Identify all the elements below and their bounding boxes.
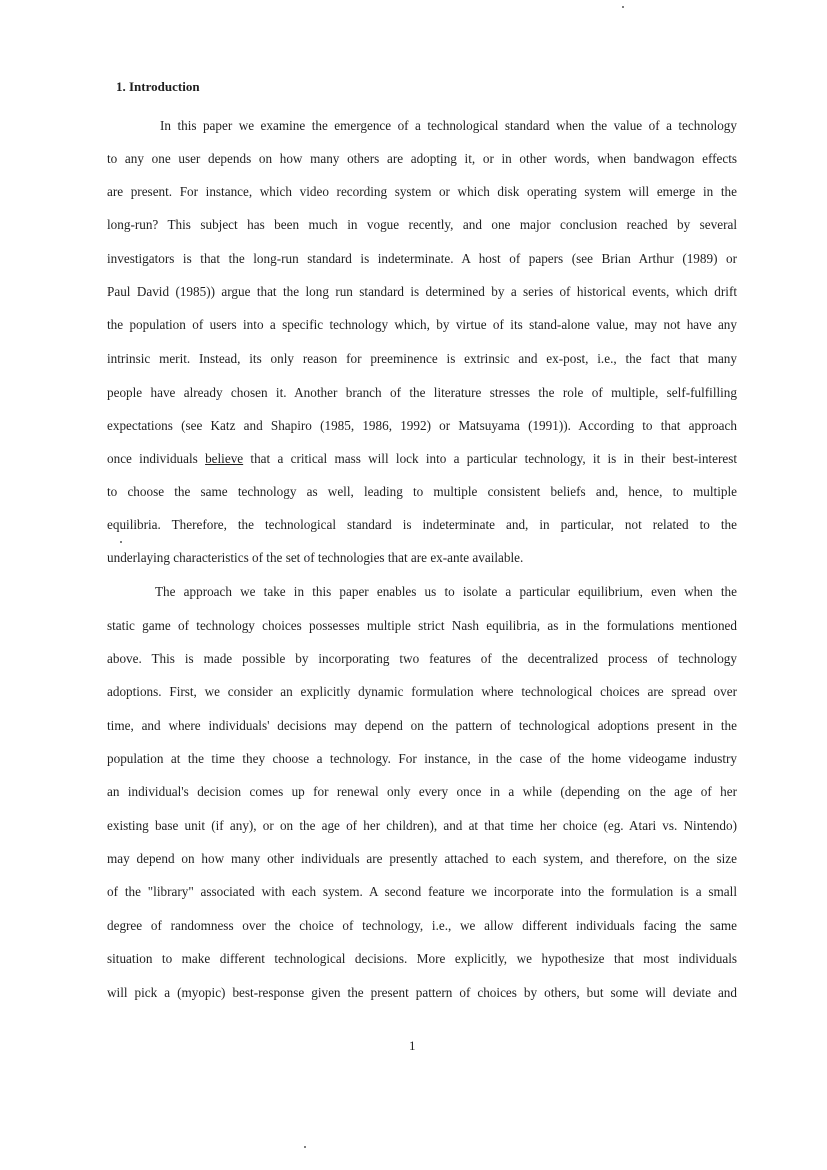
paragraph-2-line: situation to make different technological decisions. More explicitly, we hypothesize that most individuals <box>107 951 737 966</box>
scan-speck <box>622 6 624 8</box>
line-text-post: that a critical mass will lock into a particular technology, it is in their best-interest <box>243 451 737 466</box>
paragraph-2-line: existing base unit (if any), or on the age of her children), and at that time her choice (eg. Atari vs. Nintendo) <box>107 818 737 833</box>
paragraph-1-line: investigators is that the long-run standard is indeterminate. A host of papers (see Brian Arthur (1989) or <box>107 251 737 266</box>
paragraph-1-line: underlaying characteristics of the set of technologies that are ex-ante available. <box>107 550 524 565</box>
paragraph-2-line: degree of randomness over the choice of technology, i.e., we allow different individuals facing the same <box>107 918 737 933</box>
paragraph-2-line: above. This is made possible by incorporating two features of the decentralized process of technology <box>107 651 737 666</box>
paragraph-1-line: equilibria. Therefore, the technological standard is indeterminate and, in particular, not related to the <box>107 517 737 532</box>
paragraph-1-line: to choose the same technology as well, leading to multiple consistent beliefs and, hence, to multiple <box>107 484 737 499</box>
paragraph-1-line: people have already chosen it. Another branch of the literature stresses the role of multiple, self-fulfilling <box>107 385 737 400</box>
scan-speck <box>120 541 122 543</box>
paragraph-2-line: time, and where individuals' decisions may depend on the pattern of technological adoptions present in the <box>107 718 737 733</box>
paragraph-1-line: Paul David (1985)) argue that the long run standard is determined by a series of historical events, which drift <box>107 284 737 299</box>
paragraph-2-line: static game of technology choices possesses multiple strict Nash equilibria, as in the formulations mentioned <box>107 618 737 633</box>
paragraph-1-line: long-run? This subject has been much in vogue recently, and one major conclusion reached by several <box>107 217 737 232</box>
line-text-pre: once individuals <box>107 451 206 466</box>
paragraph-1-line: expectations (see Katz and Shapiro (1985, 1986, 1992) or Matsuyama (1991)). According to that approach <box>107 418 737 433</box>
paragraph-1-line: are present. For instance, which video recording system or which disk operating system will emerge in the <box>107 184 737 199</box>
paragraph-1-line: intrinsic merit. Instead, its only reason for preeminence is extrinsic and ex-post, i.e., the fact that many <box>107 351 737 366</box>
paragraph-1-line: to any one user depends on how many others are adopting it, or in other words, when bandwagon effects <box>107 151 737 166</box>
paragraph-1-line: the population of users into a specific technology which, by virtue of its stand-alone value, may not have any <box>107 317 737 332</box>
paragraph-2-line: an individual's decision comes up for renewal only every once in a while (depending on the age of her <box>107 784 737 799</box>
paragraph-2-line: will pick a (myopic) best-response given the present pattern of choices by others, but some will deviate and <box>107 985 737 1000</box>
paragraph-1-line-with-underline <box>107 451 737 467</box>
paragraph-2-line: population at the time they choose a technology. For instance, in the case of the home videogame industry <box>107 751 737 766</box>
paragraph-2-line: may depend on how many other individuals are presently attached to each system, and therefore, on the size <box>107 851 737 866</box>
paragraph-2-line: The approach we take in this paper enables us to isolate a particular equilibrium, even when the <box>155 584 737 599</box>
scan-speck <box>304 1146 306 1148</box>
page-number: 1 <box>409 1038 416 1053</box>
section-heading: 1. Introduction <box>116 79 200 94</box>
paragraph-1-line: In this paper we examine the emergence of a technological standard when the value of a technology <box>160 118 737 133</box>
paragraph-2-line: of the "library" associated with each system. A second feature we incorporate into the formulation is a small <box>107 884 737 899</box>
underlined-word: believe <box>205 451 244 466</box>
paragraph-2-line: adoptions. First, we consider an explicitly dynamic formulation where technological choices are spread over <box>107 684 737 699</box>
